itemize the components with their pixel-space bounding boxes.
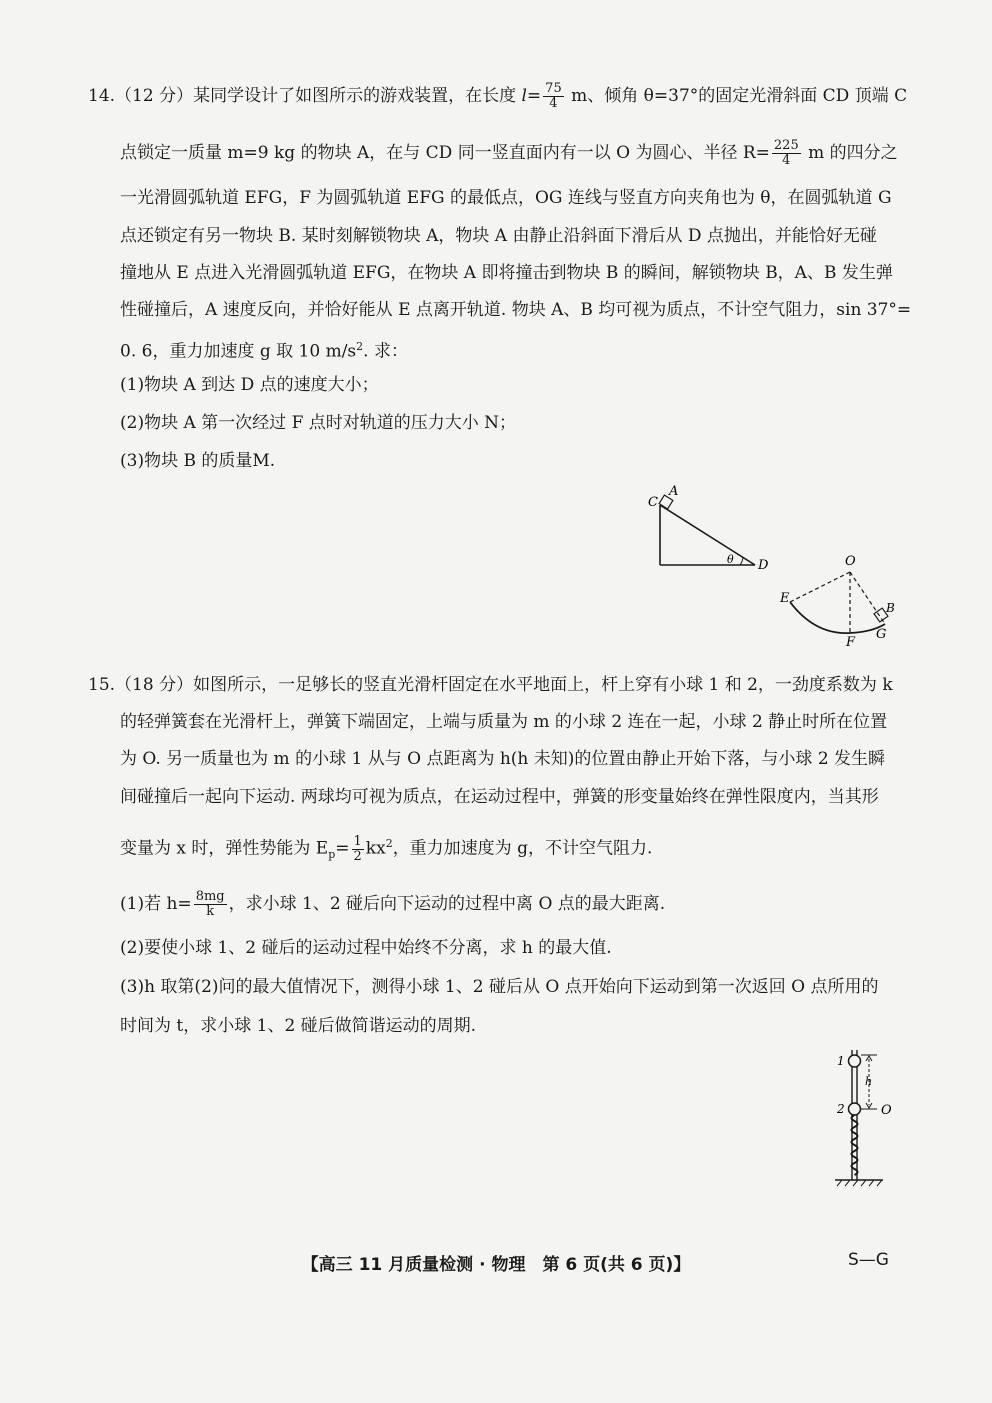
label-ball-2: 2 [837, 1102, 845, 1116]
q14-text: 14.（12 分）某同学设计了如图所示的游戏装置，在长度 [88, 86, 522, 106]
q14-line-4: 点还锁定有另一物块 B. 某时刻解锁物块 A，物块 A 由静止沿斜面下滑后从 D 点抛出，并能恰好无碰 [120, 226, 877, 246]
frac-numerator: 1 [353, 833, 362, 849]
label-C: C [648, 495, 658, 510]
label-O: O [845, 554, 856, 569]
q14-text: 0. 6，重力加速度 g 取 10 m/s [120, 341, 357, 362]
label-O: O [881, 1103, 892, 1118]
frac-denominator: 2 [353, 848, 362, 864]
q14-text: m、倾角 θ=37°的固定光滑斜面 CD 顶端 C [565, 86, 908, 106]
q14-subquestion-2: (2)物块 A 第一次经过 F 点时对轨道的压力大小 N； [120, 413, 517, 433]
superscript: 2 [385, 837, 393, 850]
q14-figure [640, 480, 900, 650]
equals: = [335, 838, 350, 859]
label-F: F [846, 635, 856, 650]
frac-denominator: 4 [782, 153, 791, 168]
label-G: G [876, 627, 887, 642]
ground [835, 1180, 883, 1186]
label-D: D [758, 558, 769, 573]
q14-line-7 [120, 335, 896, 364]
q14-line-2 [120, 139, 896, 168]
q14-text: . 求： [363, 341, 408, 362]
q15-text: ，求小球 1、2 碰后向下运动的过程中离 O 点的最大距离. [228, 894, 666, 914]
q15-text: kx [365, 838, 386, 859]
q15-line-4: 间碰撞后一起向下运动. 两球均可视为质点，在运动过程中，弹簧的形变量始终在弹性限度内，当其形 [120, 787, 879, 807]
q15-subquestion-3-line-2: 时间为 t，求小球 1、2 碰后做简谐运动的周期. [120, 1016, 477, 1036]
q15-line-5 [120, 832, 896, 867]
half-fraction [352, 835, 364, 864]
q14-line-1 [88, 81, 908, 111]
q15-subquestion-2: (2)要使小球 1、2 碰后的运动过程中始终不分离，求 h 的最大值. [120, 938, 612, 958]
label-A: A [669, 484, 679, 499]
incline-triangle [659, 495, 755, 565]
q15-line-3: 为 O. 另一质量也为 m 的小球 1 从与 O 点距离为 h(h 未知)的位置由静止开始下落，与小球 2 发生瞬 [120, 749, 886, 769]
frac-numerator: 225 [773, 138, 799, 153]
frac-numerator: 8mg [195, 889, 225, 904]
l-variable: l [521, 86, 527, 106]
q14-subquestion-1: (1)物块 A 到达 D 点的速度大小； [120, 375, 379, 395]
subscript: p [328, 848, 336, 862]
q15-subquestion-1 [120, 890, 896, 919]
superscript: 2 [356, 340, 364, 353]
q14-text: m 的四分之 [802, 143, 898, 163]
ball-1 [849, 1055, 861, 1067]
q14-line-3: 一光滑圆弧轨道 EFG，F 为圆弧轨道 EFG 的最低点，OG 连线与竖直方向夹角也为 θ，在圆弧轨道 G [120, 188, 892, 208]
q15-subquestion-3-line-1: (3)h 取第(2)问的最大值情况下，测得小球 1、2 碰后从 O 点开始向下运动到第一次返回 O 点所用的 [120, 977, 879, 997]
q14-line-5: 撞地从 E 点进入光滑圆弧轨道 EFG，在物块 A 即将撞击到物块 B 的瞬间，解锁物块 B，A、B 发生弹 [120, 263, 893, 283]
label-h: h [865, 1075, 873, 1088]
label-B: B [886, 601, 895, 615]
label-E: E [780, 591, 790, 606]
frac-denominator: k [206, 904, 215, 919]
q15-line-1: 15.（18 分）如图所示，一足够长的竖直光滑杆固定在水平地面上，杆上穿有小球 1 和 2，一劲度系数为 k [88, 675, 893, 695]
q15-text: ，重力加速度为 g，不计空气阻力. [392, 838, 653, 859]
circular-track [790, 572, 888, 633]
page-footer: 【高三 11 月质量检测 · 物理 第 6 页(共 6 页)】 [301, 1255, 691, 1275]
label-theta: θ [727, 553, 734, 566]
label-ball-1: 1 [837, 1054, 845, 1068]
ball-2 [849, 1103, 861, 1115]
length-fraction [543, 82, 564, 111]
q14-subquestion-3: (3)物块 B 的质量M. [120, 451, 276, 471]
frac-denominator: 4 [549, 96, 558, 111]
q15-text: 变量为 x 时，弹性势能为 E [120, 838, 329, 859]
q14-text: 点锁定一质量 m=9 kg 的物块 A，在与 CD 同一竖直面内有一以 O 为圆心、半径 R= [120, 143, 770, 163]
paper-code: S—G [848, 1250, 889, 1270]
q15-figure [825, 1045, 915, 1195]
q15-line-2: 的轻弹簧套在光滑杆上，弹簧下端固定，上端与质量为 m 的小球 2 连在一起，小球 2 静止时所在位置 [120, 712, 888, 732]
q14-line-6: 性碰撞后，A 速度反向，并恰好能从 E 点离开轨道. 物块 A、B 均可视为质点，不计空气阻力，sin 37°= [120, 300, 912, 320]
radius-fraction [772, 139, 801, 168]
frac-numerator: 75 [545, 81, 562, 96]
equals: = [526, 86, 542, 106]
q15-text: (1)若 h= [120, 894, 192, 914]
h-fraction [194, 890, 227, 919]
